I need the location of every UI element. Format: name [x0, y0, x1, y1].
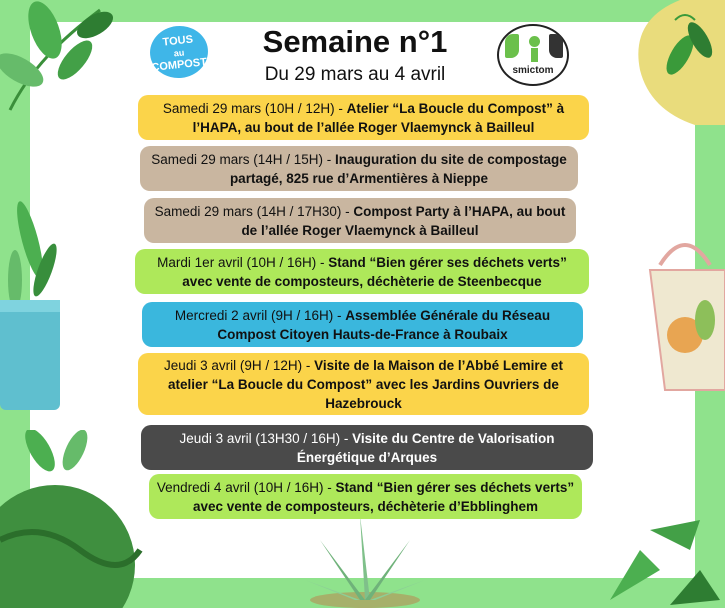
lightbulb-top-right-illustration: [620, 0, 725, 130]
event-card: [138, 353, 589, 415]
plant-pot-left-illustration: [0, 200, 60, 420]
event-detail: Visite du Centre de Valorisation Énergétique d’Arques: [296, 430, 555, 465]
event-date: Samedi 29 mars (10H / 12H) -: [162, 100, 347, 116]
event-detail: Compost Party à l’HAPA, au bout de l’allée Roger Vlaemynck à Bailleul: [241, 203, 566, 238]
event-card: [138, 95, 589, 140]
event-card: [141, 425, 593, 470]
event-card: [135, 249, 589, 294]
plant-leaves-top-left-illustration: [0, 0, 130, 130]
smictom-logo: smictom: [497, 24, 569, 86]
tous-au-compost-logo: TOUS au COMPOST!: [147, 23, 210, 81]
event-card: [144, 198, 576, 243]
shopping-bag-right-illustration: [640, 225, 725, 395]
event-date: Jeudi 3 avril (13H30 / 16H) -: [179, 430, 353, 446]
page-title: Semaine n°1: [262, 24, 448, 59]
globe-plant-bottom-left-illustration: [0, 430, 150, 608]
event-card: [149, 474, 582, 519]
event-date: Vendredi 4 avril (10H / 16H) -: [156, 479, 336, 495]
event-card: [140, 146, 578, 191]
event-detail: Atelier “La Boucle du Compost” à l’HAPA, au bout de l’allée Roger Vlaemynck à Bailleul: [192, 100, 565, 135]
event-date: Jeudi 3 avril (9H / 12H) -: [164, 357, 315, 373]
event-date: Mardi 1er avril (10H / 16H) -: [157, 254, 329, 270]
event-card: [142, 302, 583, 347]
recycling-arrows-bottom-right-illustration: [590, 460, 725, 608]
event-detail: Stand “Bien gérer ses déchets verts” avec vente de composteurs, déchèterie d’Ebblinghem: [192, 479, 575, 514]
event-date: Samedi 29 mars (14H / 17H30) -: [154, 203, 354, 219]
event-detail: Assemblée Générale du Réseau Compost Citoyen Hauts-de-France à Roubaix: [217, 307, 551, 342]
event-date: Samedi 29 mars (14H / 15H) -: [151, 151, 336, 167]
page-subtitle: Du 29 mars au 4 avril: [264, 64, 446, 85]
event-detail: Visite de la Maison de l’Abbé Lemire et atelier “La Boucle du Compost” avec les Jardins Ouvriers de Hazebrouck: [168, 357, 563, 411]
event-detail: Inauguration du site de compostage partagé, 825 rue d’Armentières à Nieppe: [229, 151, 567, 186]
event-detail: Stand “Bien gérer ses déchets verts” avec vente de composteurs, déchèterie de Steenbecque: [182, 254, 567, 289]
event-date: Mercredi 2 avril (9H / 16H) -: [174, 307, 346, 323]
